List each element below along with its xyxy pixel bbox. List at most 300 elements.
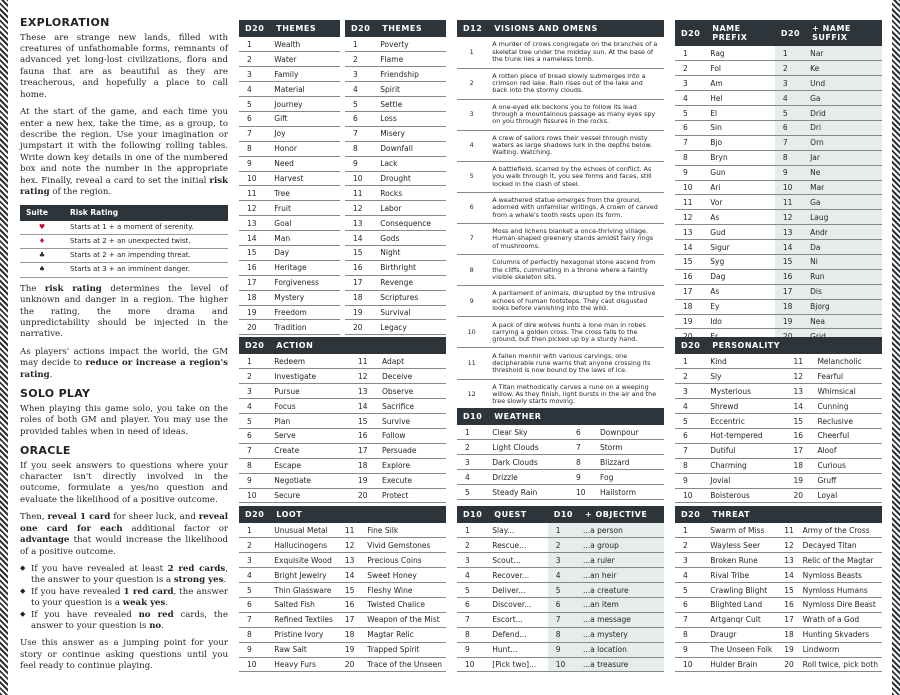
table-row — [675, 458, 882, 473]
table-cell: Whimsical — [813, 384, 882, 399]
roll-number: 11 — [776, 523, 798, 538]
table-row — [239, 67, 340, 82]
table-cell: Unusual Metal — [270, 523, 337, 538]
table-cell: Ne — [806, 165, 882, 180]
table-cell: Salted Fish — [270, 597, 337, 612]
table-cell: Pristine Ivory — [270, 627, 337, 642]
roll-number: 14 — [776, 568, 798, 583]
table-row — [675, 414, 882, 429]
roll-number: 4 — [457, 470, 488, 485]
roll-number: 5 — [457, 583, 488, 598]
table-cell: Gun — [706, 165, 775, 180]
table-row — [239, 290, 340, 305]
table-cell: Birthright — [376, 260, 446, 275]
table-row — [675, 488, 882, 503]
roll-number: 7 — [675, 612, 706, 627]
table-cell: Flame — [376, 52, 446, 67]
roll-number: 13 — [337, 553, 363, 568]
table-cell: Day — [270, 245, 340, 260]
table-cell: Rocks — [376, 186, 446, 201]
table-row — [239, 97, 340, 112]
table-cell: ...a ruler — [579, 553, 664, 568]
roll-number: 16 — [350, 428, 378, 443]
roll-number: 6 — [675, 428, 706, 443]
roll-number: 2 — [548, 538, 579, 553]
table-cell: Shrewd — [706, 399, 785, 414]
roll-number: 10 — [775, 180, 806, 195]
roll-number: 4 — [457, 568, 488, 583]
table-row — [345, 141, 446, 156]
oracle-intro: If you seek answers to questions where your character isn't directly involved in the outcome, formulate a yes/no question and evaluate the likelihood of a positive outcome. — [20, 460, 228, 505]
table-cell: As — [706, 210, 775, 225]
die-label: D12 — [457, 20, 488, 37]
roll-number: 15 — [776, 583, 798, 598]
table-cell: Vivid Gemstones — [363, 538, 446, 553]
table-row — [239, 82, 340, 97]
table-row — [675, 657, 882, 672]
table-cell: Weapon of the Mist — [363, 612, 446, 627]
table-cell: Bright Jewelry — [270, 568, 337, 583]
roll-number: 18 — [239, 290, 270, 305]
roll-number: 7 — [239, 126, 270, 141]
table-cell: Escort... — [488, 612, 547, 627]
roll-number: 3 — [239, 553, 270, 568]
table-row — [239, 354, 446, 369]
roll-number: 9 — [239, 156, 270, 171]
table-row — [345, 171, 446, 186]
roll-number: 18 — [350, 458, 378, 473]
table-cell: Ga — [806, 91, 882, 106]
themes-table-2 — [345, 20, 446, 335]
table-row — [457, 130, 664, 161]
table-cell: Nar — [806, 46, 882, 61]
roll-number: 9 — [568, 470, 596, 485]
table-cell: Crawling Blight — [706, 583, 776, 598]
table-cell: Friendship — [376, 67, 446, 82]
roll-number: 16 — [239, 260, 270, 275]
table-row — [675, 523, 882, 538]
table-cell: Consequence — [376, 216, 446, 231]
roll-number: 18 — [345, 290, 376, 305]
die-label: D20 — [675, 506, 706, 523]
table-cell: Forgiveness — [270, 275, 340, 290]
table-cell: ...an item — [579, 597, 664, 612]
roll-number: 14 — [785, 399, 813, 414]
roll-number: 2 — [457, 538, 488, 553]
table-row — [457, 99, 664, 130]
roll-number: 9 — [457, 642, 488, 657]
roll-number: 14 — [345, 231, 376, 246]
personality-table — [675, 337, 882, 503]
table-row — [457, 192, 664, 223]
die-label: D20 — [675, 337, 706, 354]
table-cell: A parliament of animals, disrupted by the intrusive echoes of human footsteps. They cast disgusted looks before vanishing into the wild. — [488, 286, 664, 317]
roll-number: 6 — [775, 120, 806, 135]
roll-number: 14 — [675, 240, 706, 255]
roll-number: 19 — [350, 473, 378, 488]
table-cell: Bjorg — [806, 299, 882, 314]
table-title: VISIONS AND OMENS — [488, 20, 664, 37]
table-cell: ...a group — [579, 538, 664, 553]
table-row — [345, 320, 446, 335]
table-cell: ...a mystery — [579, 627, 664, 642]
table-cell: The Unseen Folk — [706, 642, 776, 657]
roll-number: 1 — [775, 46, 806, 61]
table-cell: Clear Sky — [488, 425, 568, 440]
table-row — [675, 76, 882, 91]
risk-row: ♣ Starts at 2 + an impending threat. — [20, 249, 228, 263]
roll-number: 5 — [239, 97, 270, 112]
table-row — [239, 305, 340, 320]
die-label: D20 — [675, 20, 706, 46]
action-table — [239, 337, 446, 503]
roll-number: 14 — [775, 240, 806, 255]
roll-number: 11 — [775, 195, 806, 210]
table-row — [239, 156, 340, 171]
table-row — [457, 37, 664, 68]
table-row — [675, 195, 882, 210]
table-row — [675, 428, 882, 443]
table-row — [675, 106, 882, 121]
table-cell: Swarm of Miss — [706, 523, 776, 538]
table-row — [457, 470, 664, 485]
roll-number: 1 — [239, 37, 270, 52]
roll-number: 8 — [568, 455, 596, 470]
table-row — [345, 67, 446, 82]
roll-number: 11 — [337, 523, 363, 538]
table-cell: [Pick two]... — [488, 657, 547, 672]
table-cell: Negotiate — [270, 473, 350, 488]
table-cell: Execute — [378, 473, 446, 488]
table-row — [345, 305, 446, 320]
roll-number: 19 — [776, 642, 798, 657]
table-row — [345, 126, 446, 141]
risk-row: ♦ Starts at 2 + an unexpected twist. — [20, 234, 228, 248]
table-cell: A weathered statue emerges from the ground, adorned with unfamiliar writings. A crown of carved from a whale's tooth rests upon its form. — [488, 192, 664, 223]
roll-number: 10 — [239, 657, 270, 672]
table-row — [345, 156, 446, 171]
table-cell: Revenge — [376, 275, 446, 290]
table-row — [675, 91, 882, 106]
roll-number: 14 — [337, 568, 363, 583]
roll-number: 6 — [675, 120, 706, 135]
table-cell: Bjo — [706, 135, 775, 150]
roll-number: 19 — [675, 314, 706, 329]
table-cell: A battlefield, scarred by the echoes of conflict. As you walk through it, you see forms and faces, still locked in the clash of steel. — [488, 161, 664, 192]
table-row — [675, 46, 882, 61]
table-row — [239, 171, 340, 186]
table-row — [457, 379, 664, 410]
table-cell: Persuade — [378, 443, 446, 458]
table-cell: Honor — [270, 141, 340, 156]
roll-number: 3 — [675, 553, 706, 568]
table-cell: Man — [270, 231, 340, 246]
die-label: D20 — [239, 20, 270, 37]
table-cell: Legacy — [376, 320, 446, 335]
table-row — [675, 612, 882, 627]
table-cell: Dri — [806, 120, 882, 135]
table-cell: Water — [270, 52, 340, 67]
table-row — [675, 225, 882, 240]
region-rating-note: As players' actions impact the world, the GM may decide to reduce or increase a region's rating. — [20, 346, 228, 380]
table-title: PERSONALITY — [706, 337, 882, 354]
table-cell: Survive — [378, 414, 446, 429]
table-row — [675, 384, 882, 399]
table-row — [675, 443, 882, 458]
table-cell: Scout... — [488, 553, 547, 568]
roll-number: 7 — [345, 126, 376, 141]
roll-number: 13 — [675, 225, 706, 240]
table-row — [457, 348, 664, 379]
die-label: D10 — [457, 506, 488, 523]
right-border-pattern — [892, 0, 900, 695]
roll-number: 5 — [675, 106, 706, 121]
table-cell: Hailstorm — [596, 485, 664, 500]
table-cell: ...a location — [579, 642, 664, 657]
roll-number: 1 — [675, 523, 706, 538]
table-cell: Tree — [270, 186, 340, 201]
table-cell: Fine Silk — [363, 523, 446, 538]
roll-number: 13 — [345, 216, 376, 231]
table-cell: Heavy Furs — [270, 657, 337, 672]
table-cell: Und — [806, 76, 882, 91]
table-cell: Adapt — [378, 354, 446, 369]
roll-number: 3 — [239, 67, 270, 82]
roll-number: 8 — [345, 141, 376, 156]
table-row — [345, 186, 446, 201]
table-cell: Gods — [376, 231, 446, 246]
table-cell: Trapped Spirit — [363, 642, 446, 657]
roll-number: 12 — [675, 210, 706, 225]
table-row — [675, 399, 882, 414]
table-cell: Focus — [270, 399, 350, 414]
table-cell: Magtar Relic — [363, 627, 446, 642]
roll-number: 20 — [776, 657, 798, 672]
table-row — [345, 231, 446, 246]
table-row — [239, 275, 340, 290]
roll-number: 9 — [239, 642, 270, 657]
table-row — [239, 111, 340, 126]
table-row — [345, 275, 446, 290]
table-row — [457, 553, 664, 568]
table-cell: Serve — [270, 428, 350, 443]
risk-explanation: The risk rating determines the level of unknown and danger in a region. The higher the rating, the more drama and unpredictability should be injected in the narrative. — [20, 283, 228, 340]
table-row — [675, 314, 882, 329]
table-cell: Ni — [806, 254, 882, 269]
table-row — [239, 186, 340, 201]
table-row — [239, 642, 446, 657]
roll-number: 10 — [457, 317, 488, 348]
table-row — [675, 269, 882, 284]
table-cell: Am — [706, 76, 775, 91]
roll-number: 9 — [675, 165, 706, 180]
table-row — [457, 455, 664, 470]
roll-number: 11 — [345, 186, 376, 201]
table-cell: Fol — [706, 61, 775, 76]
table-cell: Recover... — [488, 568, 547, 583]
roll-number: 12 — [337, 538, 363, 553]
table-cell: Settle — [376, 97, 446, 112]
exploration-heading: EXPLORATION — [20, 16, 110, 29]
table-row — [239, 231, 340, 246]
table-cell: Thin Glassware — [270, 583, 337, 598]
table-cell: As — [706, 284, 775, 299]
table-cell: Mar — [806, 180, 882, 195]
roll-number: 10 — [239, 488, 270, 503]
table-cell: Gift — [270, 111, 340, 126]
table-cell: Secure — [270, 488, 350, 503]
roll-number: 9 — [345, 156, 376, 171]
table-cell: Run — [806, 269, 882, 284]
roll-number: 17 — [345, 275, 376, 290]
roll-number: 6 — [457, 597, 488, 612]
table-cell: Survival — [376, 305, 446, 320]
roll-number: 3 — [457, 455, 488, 470]
table-cell: Explore — [378, 458, 446, 473]
table-cell: Mysterious — [706, 384, 785, 399]
roll-number: 18 — [775, 299, 806, 314]
roll-number: 3 — [775, 76, 806, 91]
themes-table-1 — [239, 20, 340, 335]
table-cell: Drought — [376, 171, 446, 186]
table-row — [239, 523, 446, 538]
roll-number: 18 — [776, 627, 798, 642]
table-cell: Syg — [706, 254, 775, 269]
table-cell: Redeem — [270, 354, 350, 369]
roll-number: 3 — [548, 553, 579, 568]
table-row — [675, 120, 882, 135]
table-cell: Loss — [376, 111, 446, 126]
roll-number: 10 — [675, 488, 706, 503]
table-cell: Sweet Honey — [363, 568, 446, 583]
roll-number: 5 — [675, 583, 706, 598]
solo-play-heading: SOLO PLAY — [20, 387, 91, 401]
roll-number: 1 — [457, 425, 488, 440]
table-cell: Charming — [706, 458, 785, 473]
table-cell: Hunt... — [488, 642, 547, 657]
table-cell: A one-eyed elk beckons you to follow its lead through a mountainous passage as many eyes spy on you through fissures in the rocks. — [488, 99, 664, 130]
table-row — [457, 425, 664, 440]
roll-number: 15 — [775, 254, 806, 269]
table-cell: Sigur — [706, 240, 775, 255]
table-cell: Decayed Titan — [799, 538, 882, 553]
roll-number: 17 — [775, 284, 806, 299]
roll-number: 13 — [350, 384, 378, 399]
roll-number: 1 — [457, 37, 488, 68]
roll-number: 9 — [775, 165, 806, 180]
table-row — [239, 553, 446, 568]
list-item: ◆ If you have revealed 1 red card, the answer to your question is a weak yes. — [20, 587, 228, 610]
table-row — [239, 52, 340, 67]
table-cell: Heritage — [270, 260, 340, 275]
roll-number: 15 — [675, 254, 706, 269]
roll-number: 3 — [675, 76, 706, 91]
roll-number: 3 — [239, 384, 270, 399]
table-row — [345, 37, 446, 52]
roll-number: 11 — [675, 195, 706, 210]
table-cell: ...a treasure — [579, 657, 664, 672]
roll-number: 9 — [457, 286, 488, 317]
table-row — [457, 485, 664, 500]
table-cell: Sly — [706, 369, 785, 384]
roll-number: 20 — [345, 320, 376, 335]
table-row — [675, 180, 882, 195]
table-row — [675, 240, 882, 255]
table-row — [675, 627, 882, 642]
risk-row: ♠ Starts at 3 + an imminent danger. — [20, 263, 228, 277]
roll-number: 11 — [239, 186, 270, 201]
table-row — [675, 597, 882, 612]
heart-icon: ♥ — [20, 221, 64, 235]
table-cell: Bryn — [706, 150, 775, 165]
roll-number: 8 — [675, 458, 706, 473]
table-cell: Misery — [376, 126, 446, 141]
table-row — [457, 255, 664, 286]
table-row — [457, 538, 664, 553]
table-row — [345, 290, 446, 305]
table-row — [239, 657, 446, 672]
table-cell: Create — [270, 443, 350, 458]
table-cell: Nymloss Humans — [799, 583, 882, 598]
roll-number: 16 — [675, 269, 706, 284]
roll-number: 19 — [345, 305, 376, 320]
exploration-instructions: At the start of the game, and each time you enter a new hex, take the time, as a group, to describe the region. Use your imagination or jumpstart it with the following rolling tables. Write down key details in one of the numbered box and note the number in the appropriate hex. Finally, reveal a card to set the initial risk rating of the region. — [20, 107, 229, 198]
table-cell: Journey — [270, 97, 340, 112]
table-row — [675, 135, 882, 150]
table-row — [239, 627, 446, 642]
roll-number: 7 — [457, 224, 488, 255]
table-cell: Drid — [806, 106, 882, 121]
table-row — [457, 627, 664, 642]
roll-number: 9 — [548, 642, 579, 657]
roll-number: 4 — [345, 82, 376, 97]
roll-number: 7 — [568, 440, 596, 455]
roll-number: 1 — [239, 354, 270, 369]
table-row — [675, 210, 882, 225]
table-row — [239, 260, 340, 275]
table-cell: Fruit — [270, 201, 340, 216]
roll-number: 1 — [675, 46, 706, 61]
table-cell: El — [706, 106, 775, 121]
table-row — [345, 245, 446, 260]
roll-number: 4 — [675, 399, 706, 414]
roll-number: 6 — [345, 111, 376, 126]
roll-number: 6 — [548, 597, 579, 612]
roll-number: 20 — [785, 488, 813, 503]
table-cell: Fleshy Wine — [363, 583, 446, 598]
table-cell: Scriptures — [376, 290, 446, 305]
table-cell: Boisterous — [706, 488, 785, 503]
table-cell: Deceive — [378, 369, 446, 384]
table-cell: Labor — [376, 201, 446, 216]
table-row — [345, 52, 446, 67]
roll-number: 4 — [239, 399, 270, 414]
table-cell: Hel — [706, 91, 775, 106]
table-cell: Aloof — [813, 443, 882, 458]
roll-number: 11 — [350, 354, 378, 369]
roll-number: 2 — [239, 369, 270, 384]
table-row — [675, 354, 882, 369]
roll-number: 18 — [785, 458, 813, 473]
table-cell: Kind — [706, 354, 785, 369]
table-cell: ...an heir — [579, 568, 664, 583]
list-item: ◆ If you have revealed at least 2 red cards, the answer to your question is a strong yes. — [20, 564, 228, 587]
table-cell: Dark Clouds — [488, 455, 568, 470]
table-row — [457, 161, 664, 192]
roll-number: 1 — [548, 523, 579, 538]
table-cell: Pursue — [270, 384, 350, 399]
roll-number: 8 — [675, 627, 706, 642]
